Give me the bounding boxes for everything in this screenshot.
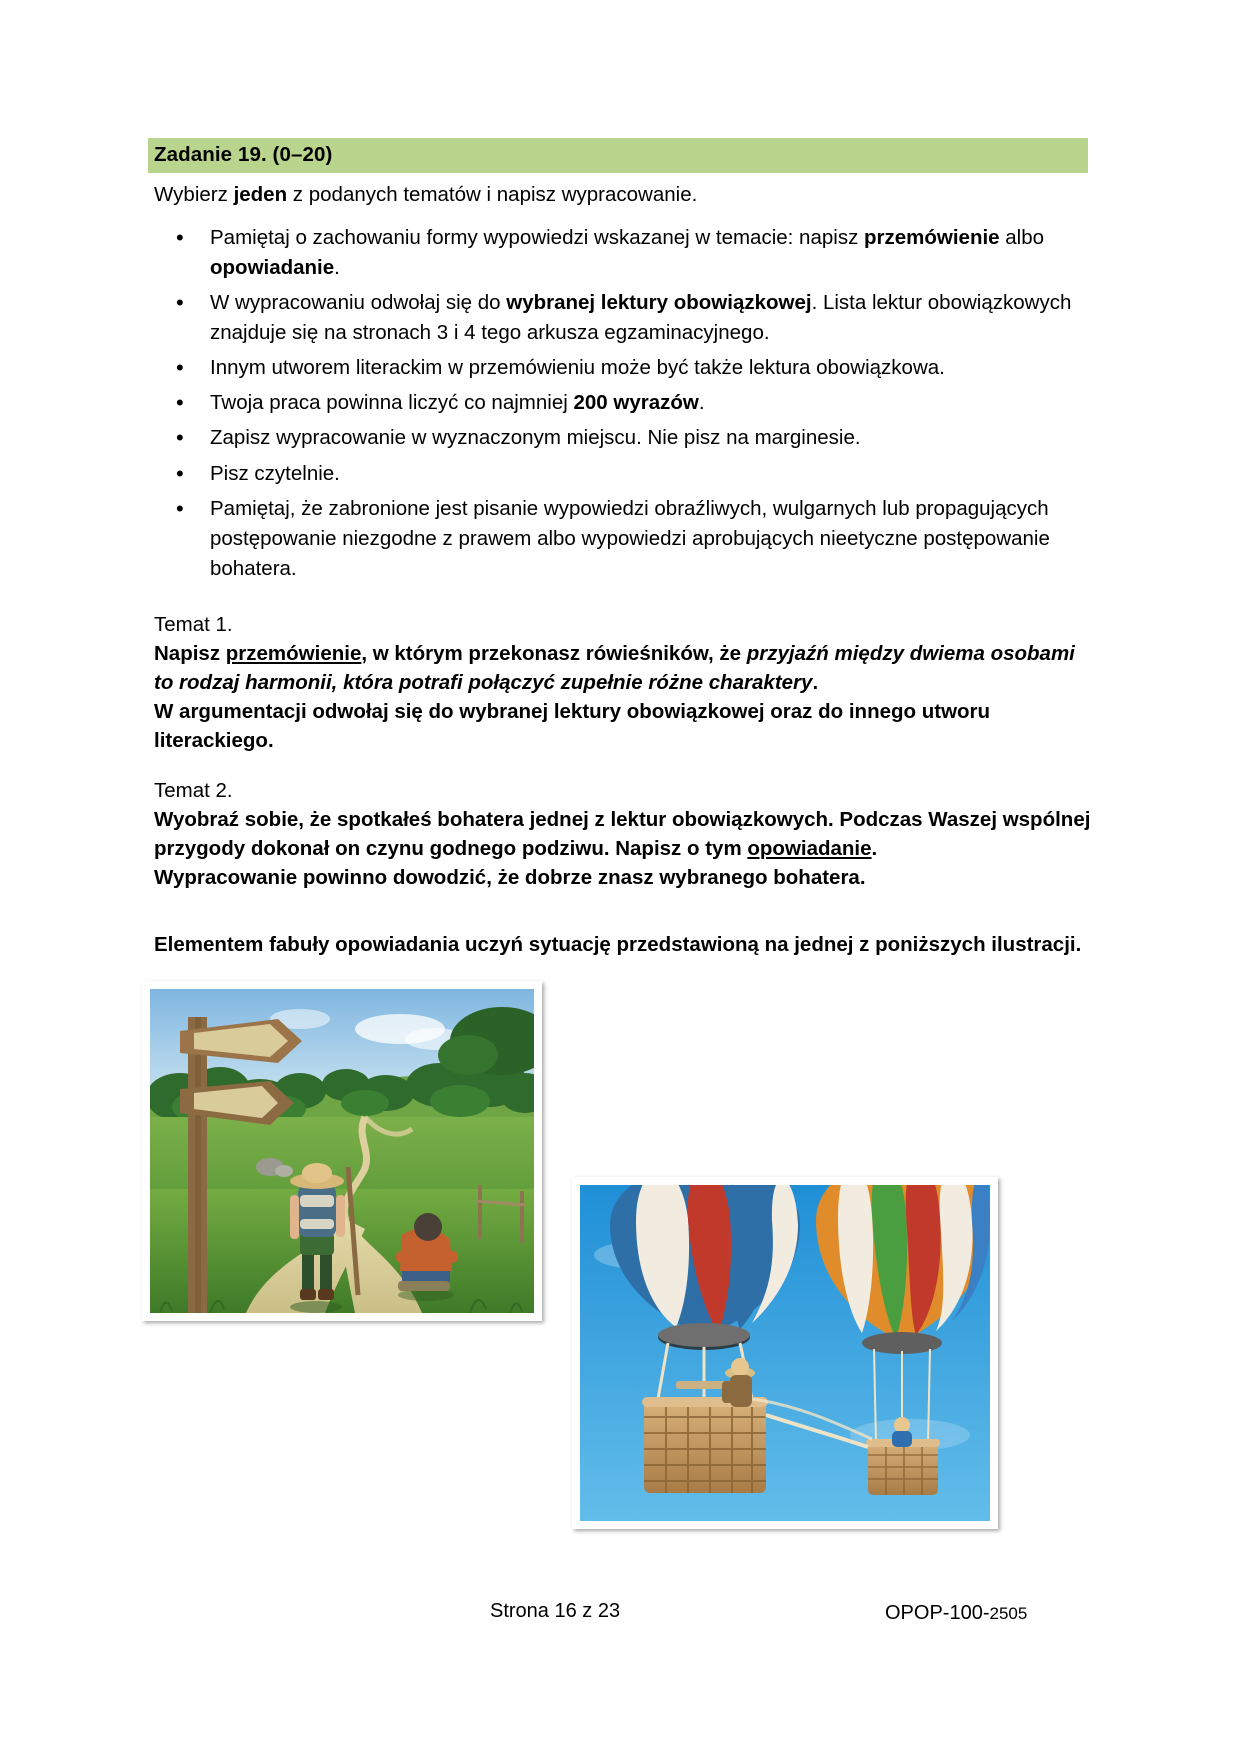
topic-2-p1-seg-2: . [871,836,878,860]
requirement-item [148,494,1093,584]
requirement-item [148,223,1093,283]
sheet-code-main: OPOP-100- [885,1602,990,1624]
topic-2-paragraph-1 [148,805,1093,863]
requirement-item [148,288,1093,348]
hiker-scene-svg [150,989,534,1313]
intro-prefix: Wybierz [154,183,234,206]
requirement-0-seg-0: Pamiętaj o zachowaniu formy wypowiedzi wskazanej w temacie: napisz [210,225,865,249]
requirement-0-seg-2: albo [999,225,1045,249]
topic-label-1: Temat 1. [154,613,233,637]
topic-2-paragraph-2 [148,863,1093,892]
topic-2-p1-seg-1: opowiadanie [747,836,872,860]
requirement-1-seg-0: W wypracowaniu odwołaj się do [210,290,507,314]
topic-1-p1-seg-2: , w którym przekonasz rówieśników, że [361,641,747,665]
topic-2-p2-seg-0: Wypracowanie powinno dowodzić, że dobrze znasz wybranego bohatera. [154,866,866,890]
requirement-2-seg-0: Innym utworem literackim w przemówieniu może być także lektura obowiązkowa. [210,356,945,380]
topic-1-p1-seg-3: przyjaźń między dwiema osobami to rodzaj harmonii, która potrafi połączyć zupełnie różne charaktery [154,641,1075,694]
sheet-code-suffix: 2505 [989,1604,1028,1623]
illustrations-area [148,959,1093,1559]
illustration-instruction: Elementem fabuły opowiadania uczyń sytuację przedstawioną na jednej z poniższych ilustracji. [154,933,1082,957]
topic-2-p1-seg-0: Wyobraź sobie, że spotkałeś bohatera jednej z lektur obowiązkowych. Podczas Waszej wspólnej przygody dokonał on czynu godnego podziwu. Napisz o tym [154,807,1091,860]
page-content [148,138,1093,1559]
topic-1-paragraph-1 [148,639,1093,697]
intro-bold: jeden [233,183,288,206]
requirement-1-seg-1: wybranej lektury obowiązkowej [506,290,812,314]
topic-1-paragraph-2 [148,697,1093,755]
topic-spacer [148,892,1093,914]
requirements-list [148,223,1093,584]
requirement-3-seg-2: . [698,391,705,415]
requirement-item [148,423,1093,453]
balloons-scene-svg [580,1185,990,1521]
requirement-item [148,353,1093,383]
page-number: Strona 16 z 23 [490,1600,621,1622]
topic-1-p1-seg-0: Napisz [154,641,226,665]
requirement-6-seg-0: Pamiętaj, że zabronione jest pisanie wypowiedzi obraźliwych, wulgarnych lub propagujących postępowanie niezgodne z prawem albo wypowiedzi aprobujących nieetyczne postępowanie bohatera. [210,496,1050,580]
topic-1-p2-seg-0: W argumentacji odwołaj się do wybranej lektury obowiązkowej oraz do innego utworu literackiego. [154,699,991,753]
topic-spacer [148,755,1093,777]
requirement-5-seg-0: Pisz czytelnie. [210,461,340,485]
requirement-item [148,388,1093,418]
requirement-0-seg-3: opowiadanie [210,255,335,279]
requirement-3-seg-1: 200 wyrazów [573,391,699,415]
task-instruction [148,182,1093,209]
hiker-at-crossroads-illustration [142,981,542,1321]
requirement-1-seg-2: . Lista lektur obowiązkowych znajduje się na stronach 3 i 4 tego arkusza egzaminacyjnego. [210,290,1072,345]
requirement-item [148,459,1093,489]
topics-section [148,611,1093,914]
sheet-code [885,1602,1027,1625]
requirement-3-seg-0: Twoja praca powinna liczyć co najmniej [210,391,574,415]
hot-air-balloons-illustration [572,1177,998,1529]
task-header: Zadanie 19. (0–20) [148,138,1088,173]
topic-label-2: Temat 2. [154,779,233,803]
intro-suffix: z podanych tematów i napisz wypracowanie. [287,183,698,206]
requirement-0-seg-1: przemówienie [864,225,1000,249]
right-balloon-passenger [892,1417,912,1447]
topic-1-p1-seg-1: przemówienie [225,641,362,665]
requirement-0-seg-4: . [334,255,340,279]
requirement-4-seg-0: Zapisz wypracowanie w wyznaczonym miejscu. Nie pisz na marginesie. [210,426,861,450]
topic-1-p1-seg-4: . [812,670,819,694]
